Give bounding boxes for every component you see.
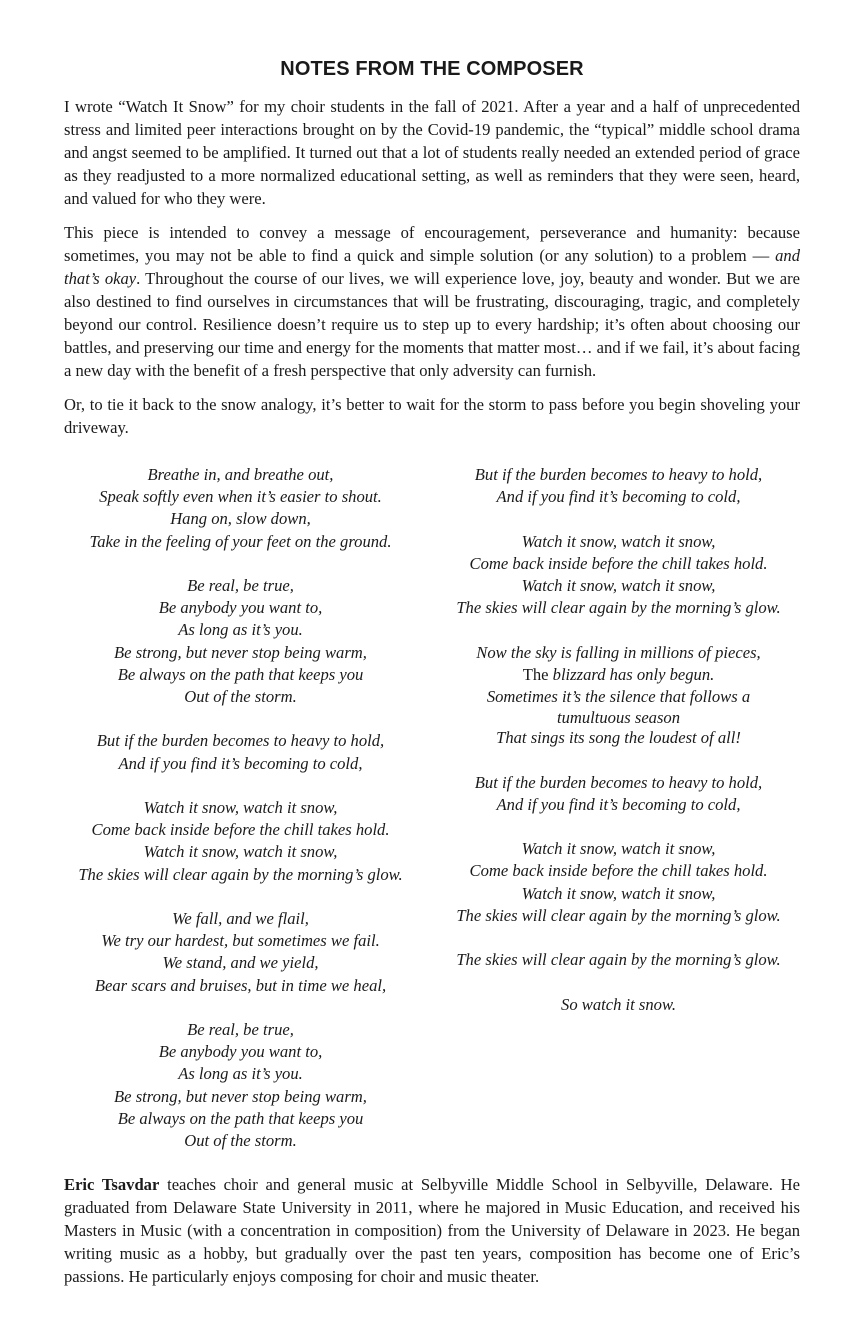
lyric-line: But if the burden becomes to heavy to hold, [96,731,385,751]
lyric-line: Sometimes it’s the silence that follows a [486,687,751,706]
lyric-stanza [436,949,801,971]
lyric-line: We fall, and we flail, [172,909,309,928]
lyric-word-upright: The [522,664,549,684]
lyric-line: Be always on the path that keeps you [117,664,364,684]
lyric-line: As long as it’s you. [178,620,303,640]
lyric-stanza [436,838,801,927]
intro-paragraph-1: I wrote “Watch It Snow” for my choir students in the fall of 2021. After a year and a half of unprecedented stress and limited peer interactions brought on by the Covid-19 pandemic, the “typical” middle school drama and angst seemed to be amplified. It turned out that a lot of students really needed an extended period of grace as they readjusted to a more normalized educational setting, as well as reminders that they were seen, heard, and valued for who they were. [64,97,800,208]
lyric-line: So watch it snow. [561,994,676,1014]
lyric-line: Hang on, slow down, [170,509,311,529]
lyric-line: Be real, be true, [187,576,294,595]
lyric-line: The skies will clear again by the morning’s glow. [78,864,403,884]
lyric-line: tumultuous season [556,708,681,728]
lyric-line: But if the burden becomes to heavy to hold, [474,465,763,484]
lyric-line: Watch it snow, watch it snow, [521,531,716,551]
lyric-line: Watch it snow, watch it snow, [521,839,716,859]
lyric-line: Watch it snow, watch it snow, [143,842,338,862]
lyric-stanza [58,797,423,886]
lyric-line: Watch it snow, watch it snow, [143,798,338,817]
lyric-line: Speak softly even when it’s easier to shout. [99,487,382,507]
lyric-stanza [436,772,801,816]
lyric-line: Be always on the path that keeps you [117,1108,364,1128]
lyric-line [436,664,801,686]
lyric-line: The skies will clear again by the morning’s glow. [456,905,781,925]
lyric-stanza [58,464,423,553]
lyric-stanza [58,575,423,708]
intro-paragraph-2-start: This piece is intended to convey a message of encouragement, perseverance and humanity: because sometimes, you may not be able to find a quick and simple solution (or any solution) to a problem — [64,223,800,265]
lyric-line: And if you find it’s becoming to cold, [118,753,363,773]
lyric-line: Come back inside before the chill takes hold. [91,820,390,840]
lyric-line: Come back inside before the chill takes hold. [469,861,768,881]
lyric-line: We try our hardest, but sometimes we fail. [101,931,380,951]
composer-bio [64,1173,800,1288]
lyric-line: Bear scars and bruises, but in time we heal, [94,975,387,995]
lyric-line: Watch it snow, watch it snow, [521,576,716,595]
lyrics-right-column [436,464,801,1038]
intro-emphasis: and that’s okay [64,246,800,288]
lyric-line: Be real, be true, [187,1020,294,1039]
lyric-line: Breathe in, and breathe out, [147,465,334,484]
lyric-line: As long as it’s you. [178,1064,303,1084]
lyric-line: Now the sky is falling in millions of pieces, [476,642,761,662]
lyric-stanza [58,730,423,774]
lyric-stanza [436,642,801,750]
lyric-line: Be anybody you want to, [158,598,323,618]
lyric-stanza [436,464,801,508]
lyric-stanza [58,1019,423,1152]
lyric-line: Out of the storm. [184,1131,297,1151]
lyric-line: Watch it snow, watch it snow, [521,883,716,903]
lyric-line: Out of the storm. [184,687,297,707]
lyric-line: Be strong, but never stop being warm, [114,642,367,662]
lyric-line: The skies will clear again by the morning’s glow. [456,950,781,970]
page-title: NOTES FROM THE COMPOSER [280,58,584,80]
composer-name: Eric Tsavdar [64,1175,160,1194]
lyric-line: Be anybody you want to, [158,1042,323,1062]
composer-bio-text: teaches choir and general music at Selbyville Middle School in Selbyville, Delaware. He graduated from Delaware State University in 2011, where he majored in Music Education, and received his Masters in Music (with a concentration in composition) from the University of Delaware in 2023. He began writing music as a hobby, but gradually over the past ten years, composition has become one of Eric’s passions. He particularly enjoys composing for choir and music theater. [64,1175,800,1286]
lyric-line: The skies will clear again by the morning’s glow. [456,598,781,618]
lyrics-left-column [58,464,423,1174]
intro-paragraph-3: Or, to tie it back to the snow analogy, it’s better to wait for the storm to pass before you begin shoveling your driveway. [64,395,800,437]
lyric-line: And if you find it’s becoming to cold, [496,794,741,814]
lyric-stanza [436,531,801,620]
lyric-line-rest: blizzard has only begun. [548,664,715,684]
lyric-line: Be strong, but never stop being warm, [114,1086,367,1106]
composer-notes [64,95,800,450]
lyric-line: But if the burden becomes to heavy to hold, [474,772,763,792]
intro-paragraph-2 [64,221,800,382]
lyric-stanza [436,994,801,1016]
lyric-line: Take in the feeling of your feet on the ground. [89,531,392,551]
lyric-line: That sings its song the loudest of all! [496,728,741,748]
lyric-line: And if you find it’s becoming to cold, [496,487,741,507]
lyric-stanza [58,908,423,997]
intro-paragraph-2-end: . Throughout the course of our lives, we will experience love, joy, beauty and wonder. But we are also destined to find ourselves in circumstances that will be frustrating, discouraging, tragic, and completely beyond our control. Resilience doesn’t require us to step up to every hardship; it’s often about choosing our battles, and preserving our time and energy for the moments that matter most… and if we fail, it’s about facing a new day with the benefit of a fresh perspective that only adversity can furnish. [64,269,800,380]
lyric-line: Come back inside before the chill takes hold. [469,553,768,573]
lyric-line: We stand, and we yield, [162,953,319,973]
